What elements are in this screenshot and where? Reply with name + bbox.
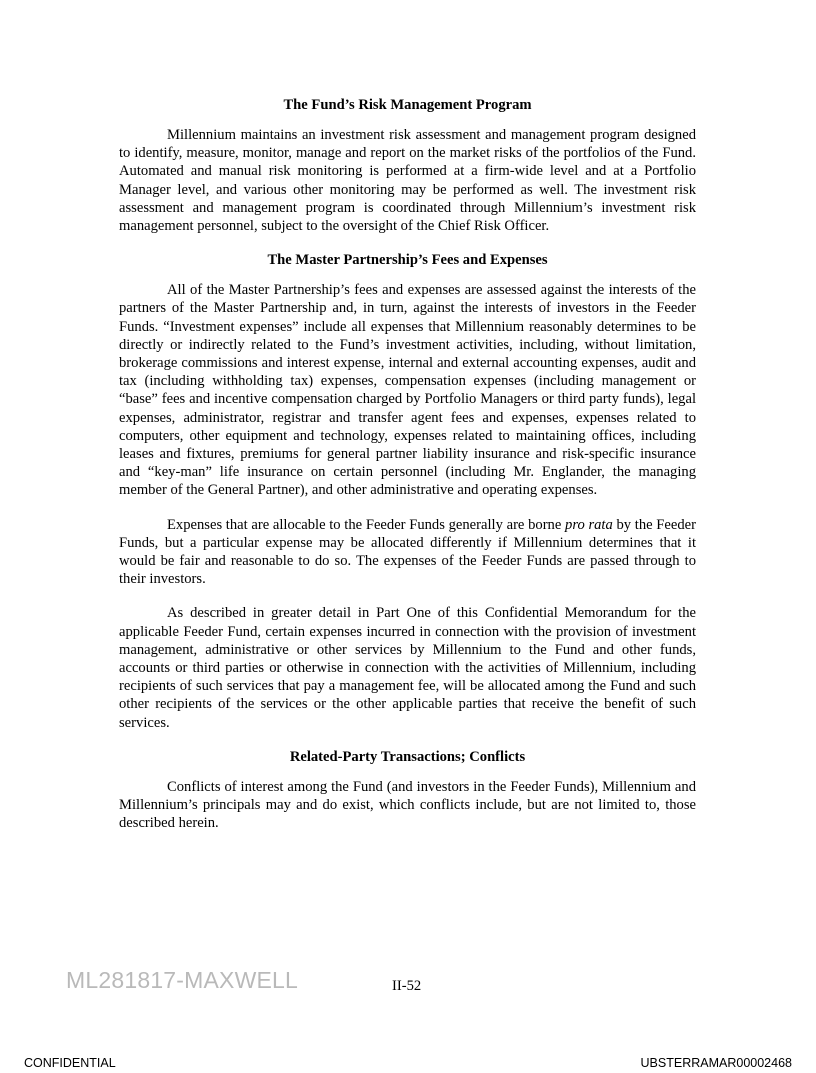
paragraph-text: Expenses that are allocable to the Feeder Funds generally are borne — [167, 516, 566, 533]
risk-management-paragraph: Millennium maintains an investment risk assessment and management program designed to identify, measure, monitor, manage and report on the market risks of the portfolios of the Fund. Automated and manual risk monitoring is performed at a firm-wide level and at a Portfolio Manager level, and various other monitoring may be performed as well. The investment risk assessment and management program is coordinated through Millennium’s investment risk management personnel, subject to the oversight of the Chief Risk Officer. — [119, 127, 696, 235]
fees-expenses-paragraph-3: As described in greater detail in Part One of this Confidential Memorandum for the applicable Feeder Fund, certain expenses incurred in connection with the provision of investment management, administrative or other services by Millennium to the Fund and other funds, accounts or third parties or otherwise in connection with the activities of Millennium, including recipients of such services that pay a management fee, will be allocated among the Fund and such other recipients of the services or the other applicable parties that receive the benefit of such services. — [119, 605, 696, 731]
fees-expenses-paragraph-2 — [119, 516, 696, 589]
bates-stamp: ML281817-MAXWELL — [66, 967, 299, 993]
italic-term: pro rata — [565, 516, 613, 533]
page-number: II-52 — [392, 978, 422, 994]
fees-expenses-heading: The Master Partnership’s Fees and Expenses — [267, 252, 548, 269]
document-body — [119, 96, 696, 849]
fees-expenses-paragraph-1: All of the Master Partnership’s fees and expenses are assessed against the interests of the partners of the Master Partnership and, in turn, against the interests of investors in the Feeder Funds. “Investment expenses” include all expenses that Millennium reasonably determines to be directly or indirectly related to the Fund’s investment activities, including, without limitation, brokerage commissions and interest expense, internal and external accounting expenses, audit and tax (including withholding tax) expenses, compensation expenses (including management or “base” fees and incentive compensation charged by Portfolio Managers or third party funds), legal expenses, administrator, registrar and transfer agent fees and expenses, expenses related to computers, other equipment and technology, expenses related to maintaining offices, including leases and fixtures, premiums for general partner liability insurance and risk-specific insurance and “key-man” life insurance on certain personnel (including Mr. Englander, the managing member of the General Partner), and other administrative and operating expenses. — [119, 282, 696, 499]
related-party-heading: Related-Party Transactions; Conflicts — [289, 748, 526, 765]
related-party-paragraph: Conflicts of interest among the Fund (and investors in the Feeder Funds), Millennium and Millennium’s principals may and do exist, which conflicts include, but are not limited to, those described herein. — [119, 778, 696, 832]
document-control-number: UBSTERRAMAR00002468 — [640, 1056, 792, 1070]
risk-management-heading: The Fund’s Risk Management Program — [283, 97, 532, 113]
paragraph-text: by the Feeder Funds, but a particular expense may be allocated differently if Millennium determines that it would be fair and reasonable to do so. The expenses of the Feeder Funds are passed through to their investors. — [119, 516, 696, 588]
confidential-label: CONFIDENTIAL — [24, 1056, 116, 1070]
